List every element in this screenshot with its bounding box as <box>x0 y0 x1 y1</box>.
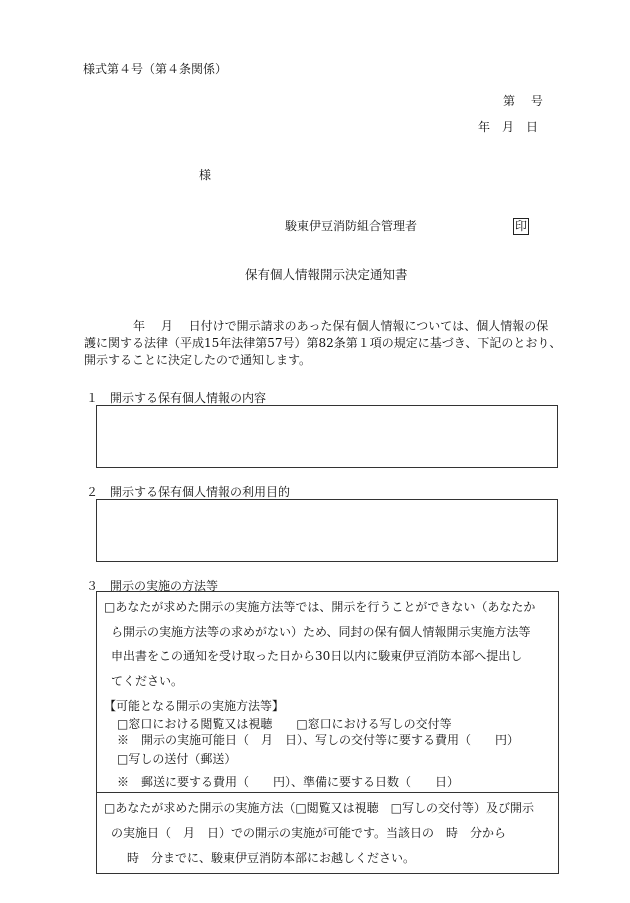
date-line: 年 月 日 <box>478 120 539 134</box>
section-1-content-box <box>96 405 558 468</box>
note-fee-line: ※ 開示の実施可能日（ 月 日）、写しの交付等に要する費用（ 円） <box>117 733 520 747</box>
section-1-heading: １ 開示する保有個人情報の内容 <box>86 391 267 405</box>
intro-line-1: 年 月 日付けで開示請求のあった保有個人情報については、個人情報の保 <box>133 319 549 333</box>
option-a-line-1: □あなたが求めた開示の実施方法等では、開示を行うことができない（あなたか <box>104 600 536 614</box>
option-b-line-2: の実施日（ 月 日）での開示の実施が可能です。当該日の 時 分から <box>111 826 507 840</box>
document-number-line: 第 号 <box>503 94 543 108</box>
available-methods-heading: 【可能となる開示の実施方法等】 <box>104 699 285 713</box>
note-mail-fee-line: ※ 郵送に要する費用（ 円）、準備に要する日数（ 日） <box>117 775 460 789</box>
option-b-line-1: □あなたが求めた開示の実施方法（□閲覧又は視聴 □写しの交付等）及び開示 <box>104 801 535 815</box>
addressee-suffix: 様 <box>199 168 212 182</box>
issuer-name: 駿東伊豆消防組合管理者 <box>285 219 418 233</box>
form-number: 様式第４号（第４条関係） <box>83 62 228 76</box>
available-methods-line: □窓口における閲覧又は視聴 □窓口における写しの交付等 <box>117 717 452 731</box>
option-b-line-3: 時 分までに、駿東伊豆消防本部にお越しください。 <box>127 851 416 865</box>
document-title: 保有個人情報開示決定通知書 <box>245 267 408 282</box>
section-3-divider <box>96 792 559 793</box>
intro-line-3: 開示することに決定したので通知します。 <box>84 353 312 367</box>
option-a-line-4: てください。 <box>111 674 184 688</box>
intro-line-2: 護に関する法律（平成15年法律第57号）第82条第１項の規定に基づき、下記のとおり、 <box>84 336 562 350</box>
section-2-heading: ２ 開示する保有個人情報の利用目的 <box>86 485 291 499</box>
seal-stamp: 印 <box>514 219 527 233</box>
option-a-line-2: ら開示の実施方法等の求めがない）ため、同封の保有個人情報開示実施方法等 <box>111 625 531 639</box>
section-3-heading: ３ 開示の実施の方法等 <box>86 579 219 593</box>
section-2-content-box <box>96 499 558 562</box>
mail-delivery-line: □写しの送付（郵送） <box>117 752 237 766</box>
option-a-line-3: 申出書をこの通知を受け取った日から30日以内に駿東伊豆消防本部へ提出し <box>111 649 523 663</box>
